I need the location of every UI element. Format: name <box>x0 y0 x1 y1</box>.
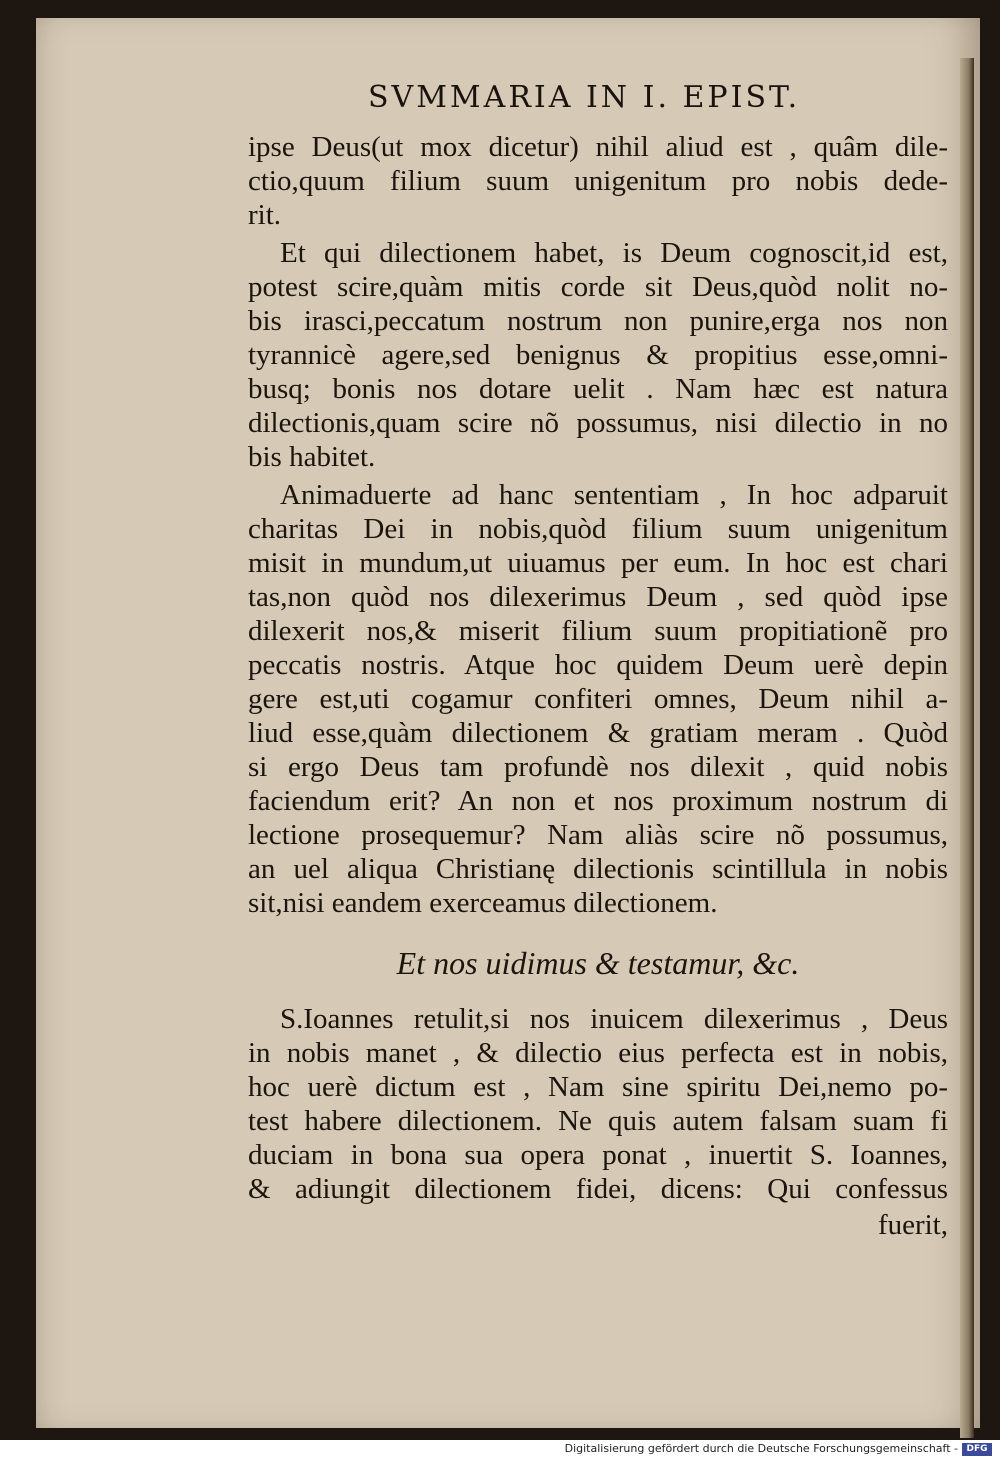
text-line: si ergo Deus tam profundè nos dilexit , quid nobis <box>248 751 948 783</box>
paragraph-3 <box>248 478 948 920</box>
text-line: misit in mundum,ut uiuamus per eum. In hoc est chari <box>248 547 948 579</box>
text-line: sit,nisi eandem exerceamus dilectionem. <box>248 887 718 919</box>
text-line: in nobis manet , & dilectio eius perfecta est in nobis, <box>248 1037 948 1069</box>
paragraph-1 <box>248 130 948 232</box>
text-line: charitas Dei in nobis,quòd filium suum unigenitum <box>248 513 948 545</box>
digitization-footer <box>0 1440 1000 1460</box>
text-line: liud esse,quàm dilectionem & gratiam meram . Quòd <box>248 717 948 749</box>
catchword: fuerit, <box>877 1209 948 1241</box>
text-line: bis irasci,peccatum nostrum non punire,erga nos non <box>248 305 948 337</box>
text-line: gere est,uti cogamur confiteri omnes, Deum nihil a- <box>248 683 948 715</box>
text-line: peccatis nostris. Atque hoc quidem Deum uerè depin <box>248 649 948 681</box>
text-line: dilectionis,quam scire nõ possumus, nisi dilectio in no <box>248 407 948 439</box>
text-line: & adiungit dilectionem fidei, dicens: Qui confessus <box>248 1173 948 1205</box>
dfg-logo-icon[interactable]: DFG <box>962 1443 992 1456</box>
text-line: busq; bonis nos dotare uelit . Nam hæc est natura <box>248 373 948 405</box>
page-edge <box>960 58 974 1438</box>
text-line: duciam in bona sua opera ponat , inuertit S. Ioannes, <box>248 1139 948 1171</box>
text-line: dilexerit nos,& miserit filium suum propitiationẽ pro <box>248 615 948 647</box>
text-line: ctio,quum filium suum unigenitum pro nobis dede- <box>248 165 948 197</box>
text-line: ipse Deus(ut mox dicetur) nihil aliud est , quâm dile- <box>248 131 948 163</box>
text-line: Animaduerte ad hanc sententiam , In hoc adparuit <box>280 479 948 511</box>
text-line: test habere dilectionem. Ne quis autem falsam suam fi <box>248 1105 948 1137</box>
text-line: tyrannicè agere,sed benignus & propitius esse,omni- <box>248 339 948 371</box>
text-line: tas,non quòd nos dilexerimus Deum , sed quòd ipse <box>248 581 948 613</box>
text-line: potest scire,quàm mitis corde sit Deus,quòd nolit no- <box>248 271 948 303</box>
paragraph-4 <box>248 1002 948 1206</box>
text-line: an uel aliqua Christianę dilectionis scintillula in nobis <box>248 853 948 885</box>
funding-credit: Digitalisierung gefördert durch die Deutsche Forschungsgemeinschaft - <box>564 1442 958 1455</box>
text-line: S.Ioannes retulit,si nos inuicem dilexerimus , Deus <box>280 1003 948 1035</box>
text-line: lectione prosequemur? Nam aliàs scire nõ possumus, <box>248 819 948 851</box>
page-text <box>248 130 948 1242</box>
text-line: hoc uerè dictum est , Nam sine spiritu Dei,nemo po- <box>248 1071 948 1103</box>
paragraph-2 <box>248 236 948 474</box>
text-line: bis habitet. <box>248 441 376 473</box>
text-line: Et qui dilectionem habet, is Deum cognoscit,id est, <box>280 237 948 269</box>
text-line: rit. <box>248 199 282 231</box>
section-heading: Et nos uidimus & testamur, &c. <box>396 945 800 981</box>
running-head: SVMMARIA IN I. EPIST. <box>368 80 801 115</box>
text-line: faciendum erit? An non et nos proximum nostrum di <box>248 785 948 817</box>
